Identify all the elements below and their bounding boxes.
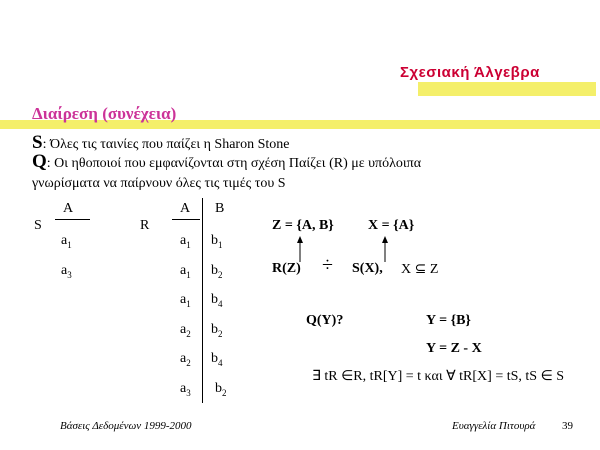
rz-term: R(Z) <box>272 261 301 276</box>
table-r-name: R <box>140 218 150 233</box>
table-r-cell-b: $b_2$ <box>215 380 227 398</box>
sx-term: S(X), <box>352 261 383 276</box>
table-r-cell-a: $a_1$ <box>180 292 191 309</box>
table-r-cell-b: $b_1$ <box>211 233 223 250</box>
table-r-rule <box>172 219 200 220</box>
arrows <box>290 234 400 264</box>
q-definition <box>32 151 572 173</box>
table-r-cell-a: $a_1$ <box>180 262 191 280</box>
table-r-cell-b: $b_4$ <box>211 292 223 309</box>
z-definition: Z = {A, B} <box>272 218 334 233</box>
table-r-header-b: B <box>215 201 225 216</box>
q-definition-cont: γνωρίσματα να παίρνουν όλες τις τιμές του S <box>32 176 286 191</box>
s-text: : Όλες τις ταινίες που παίζει η Sharon Stone <box>42 137 290 152</box>
table-r-cell-a: $a_1$ <box>180 233 191 250</box>
x-definition: X = {A} <box>368 218 415 233</box>
table-r-cell-a: $a_2$ <box>180 351 191 368</box>
table-r-cell-a: $a_2$ <box>180 321 191 339</box>
y-definition: Y = {B} <box>426 313 471 328</box>
division-symbol: ÷ <box>322 254 333 276</box>
subset-term: X ⊆ Z <box>401 262 439 277</box>
footer-page: 39 <box>562 420 573 432</box>
table-s-header: A <box>63 201 74 216</box>
s-label: S <box>32 132 43 153</box>
q-text: : Οι ηθοποιοί που εμφανίζονται στη σχέση Παίζει (R) με υπόλοιπα <box>46 156 422 171</box>
slide-title: Διαίρεση (συνέχεια) <box>32 104 177 123</box>
slide-topic: Σχεσιακή Άλγεβρα <box>400 64 540 81</box>
table-s-row: $a_3$ <box>61 263 72 280</box>
arrow-x-head <box>382 236 388 243</box>
table-s-name: S <box>34 218 42 233</box>
arrow-z-head <box>297 236 303 243</box>
footer-author: Ευαγγελία Πιτουρά <box>452 420 536 432</box>
table-s-row: $a_1$ <box>61 233 72 250</box>
table-r-cell-a: $a_3$ <box>180 380 191 398</box>
topic-highlight <box>418 82 596 96</box>
table-s-rule <box>55 219 90 220</box>
footer-course: Βάσεις Δεδομένων 1999-2000 <box>60 420 192 432</box>
exists-condition: ∃ tR ∈R, tR[Y] = t και ∀ tR[X] = tS, tS ∈ S <box>312 369 565 384</box>
qy-term: Q(Y)? <box>306 313 344 328</box>
table-r-header-a: A <box>180 201 191 216</box>
table-r-cell-b: $b_4$ <box>211 351 223 368</box>
q-label: Q <box>32 151 47 172</box>
y-equation: Y = Z - X <box>426 341 482 356</box>
table-r-cell-b: $b_2$ <box>211 262 223 280</box>
table-r-cell-b: $b_2$ <box>211 321 223 339</box>
table-r-divider <box>202 198 203 403</box>
